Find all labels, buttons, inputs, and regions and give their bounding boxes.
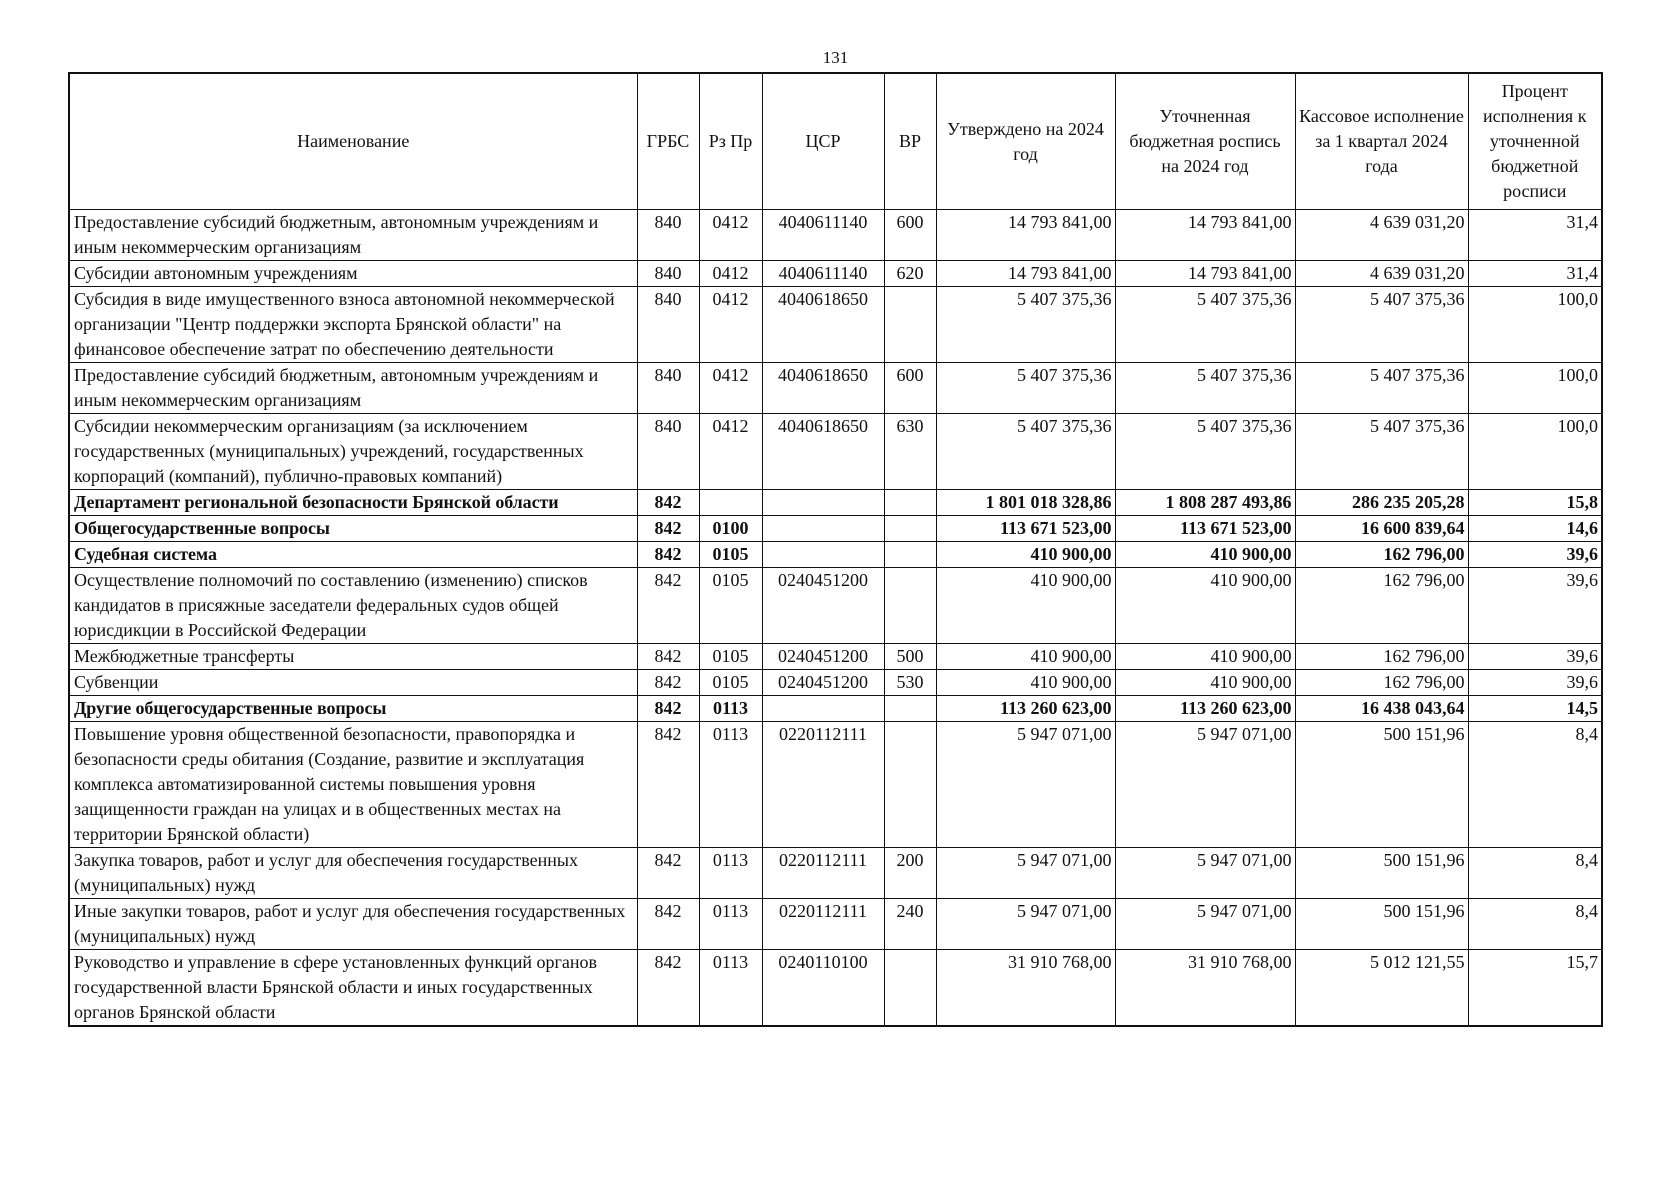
cell-rzpr: 0412 — [699, 287, 762, 363]
cell-csr: 0220112111 — [762, 722, 884, 848]
cell-csr: 0240451200 — [762, 644, 884, 670]
cell-vr — [884, 287, 936, 363]
cell-name: Департамент региональной безопасности Брянской области — [69, 490, 637, 516]
cell-cash: 4 639 031,20 — [1295, 261, 1468, 287]
cell-approved: 113 671 523,00 — [936, 516, 1115, 542]
cell-cash: 162 796,00 — [1295, 568, 1468, 644]
cell-csr: 0240110100 — [762, 950, 884, 1027]
cell-csr: 0220112111 — [762, 899, 884, 950]
cell-csr: 0220112111 — [762, 848, 884, 899]
cell-approved: 5 947 071,00 — [936, 899, 1115, 950]
cell-percent: 39,6 — [1468, 644, 1602, 670]
cell-refined: 14 793 841,00 — [1115, 210, 1295, 261]
cell-cash: 16 438 043,64 — [1295, 696, 1468, 722]
cell-name: Субсидия в виде имущественного взноса автономной некоммерческой организации "Центр поддержки экспорта Брянской области" на финансовое обеспечение затрат по обеспечению деятельности — [69, 287, 637, 363]
cell-vr — [884, 542, 936, 568]
cell-name: Межбюджетные трансферты — [69, 644, 637, 670]
header-csr: ЦСР — [762, 73, 884, 210]
cell-approved: 5 947 071,00 — [936, 722, 1115, 848]
cell-refined: 410 900,00 — [1115, 644, 1295, 670]
cell-percent: 8,4 — [1468, 899, 1602, 950]
cell-cash: 5 012 121,55 — [1295, 950, 1468, 1027]
cell-approved: 14 793 841,00 — [936, 261, 1115, 287]
cell-rzpr: 0105 — [699, 542, 762, 568]
cell-percent: 31,4 — [1468, 261, 1602, 287]
cell-name: Руководство и управление в сфере установленных функций органов государственной власти Брянской области и иных государственных органов Брянской области — [69, 950, 637, 1027]
page-number: 131 — [822, 48, 849, 67]
header-rzpr: Рз Пр — [699, 73, 762, 210]
cell-approved: 1 801 018 328,86 — [936, 490, 1115, 516]
cell-grbs: 840 — [637, 363, 699, 414]
cell-approved: 31 910 768,00 — [936, 950, 1115, 1027]
budget-execution-table — [68, 72, 1603, 1027]
cell-name: Осуществление полномочий по составлению (изменению) списков кандидатов в присяжные заседатели федеральных судов общей юрисдикции в Российской Федерации — [69, 568, 637, 644]
table-row — [69, 568, 1602, 644]
cell-grbs: 842 — [637, 490, 699, 516]
cell-approved: 14 793 841,00 — [936, 210, 1115, 261]
cell-rzpr: 0113 — [699, 899, 762, 950]
table-row — [69, 414, 1602, 490]
cell-vr: 600 — [884, 363, 936, 414]
cell-approved: 5 947 071,00 — [936, 848, 1115, 899]
cell-cash: 162 796,00 — [1295, 644, 1468, 670]
cell-grbs: 842 — [637, 568, 699, 644]
cell-vr: 240 — [884, 899, 936, 950]
cell-rzpr: 0412 — [699, 210, 762, 261]
cell-grbs: 842 — [637, 899, 699, 950]
header-name: Наименование — [69, 73, 637, 210]
cell-csr — [762, 516, 884, 542]
cell-refined: 5 407 375,36 — [1115, 363, 1295, 414]
cell-grbs: 840 — [637, 210, 699, 261]
cell-percent: 15,7 — [1468, 950, 1602, 1027]
cell-name: Субсидии некоммерческим организациям (за исключением государственных (муниципальных) учреждений, государственных корпораций (компаний), публично-правовых компаний) — [69, 414, 637, 490]
cell-cash: 286 235 205,28 — [1295, 490, 1468, 516]
cell-name: Иные закупки товаров, работ и услуг для обеспечения государственных (муниципальных) нужд — [69, 899, 637, 950]
cell-csr: 4040611140 — [762, 261, 884, 287]
cell-csr — [762, 542, 884, 568]
cell-grbs: 842 — [637, 542, 699, 568]
cell-name: Повышение уровня общественной безопасности, правопорядка и безопасности среды обитания (Создание, развитие и эксплуатация комплекса автоматизированной системы повышения уровня защищенности граждан на улицах и в общественных местах на территории Брянской области) — [69, 722, 637, 848]
table-body — [69, 210, 1602, 1027]
cell-vr: 530 — [884, 670, 936, 696]
cell-csr — [762, 490, 884, 516]
table-row — [69, 261, 1602, 287]
cell-approved: 410 900,00 — [936, 644, 1115, 670]
cell-name: Субвенции — [69, 670, 637, 696]
cell-vr: 600 — [884, 210, 936, 261]
header-refined: Уточненная бюджетная роспись на 2024 год — [1115, 73, 1295, 210]
cell-refined: 1 808 287 493,86 — [1115, 490, 1295, 516]
cell-refined: 410 900,00 — [1115, 670, 1295, 696]
cell-cash: 5 407 375,36 — [1295, 287, 1468, 363]
cell-rzpr: 0105 — [699, 670, 762, 696]
table-row — [69, 696, 1602, 722]
table-row — [69, 644, 1602, 670]
cell-refined: 31 910 768,00 — [1115, 950, 1295, 1027]
cell-approved: 113 260 623,00 — [936, 696, 1115, 722]
cell-name: Судебная система — [69, 542, 637, 568]
table-row — [69, 210, 1602, 261]
cell-vr: 630 — [884, 414, 936, 490]
cell-grbs: 842 — [637, 670, 699, 696]
cell-vr — [884, 950, 936, 1027]
cell-vr — [884, 568, 936, 644]
cell-vr: 620 — [884, 261, 936, 287]
cell-rzpr — [699, 490, 762, 516]
cell-name: Субсидии автономным учреждениям — [69, 261, 637, 287]
header-percent: Процент исполнения к уточненной бюджетной росписи — [1468, 73, 1602, 210]
cell-percent: 100,0 — [1468, 287, 1602, 363]
cell-approved: 5 407 375,36 — [936, 414, 1115, 490]
cell-approved: 5 407 375,36 — [936, 363, 1115, 414]
table-row — [69, 722, 1602, 848]
cell-vr — [884, 490, 936, 516]
table-row — [69, 516, 1602, 542]
cell-rzpr: 0105 — [699, 568, 762, 644]
table-row — [69, 490, 1602, 516]
table-header-row — [69, 73, 1602, 210]
cell-cash: 500 151,96 — [1295, 848, 1468, 899]
cell-cash: 5 407 375,36 — [1295, 363, 1468, 414]
cell-approved: 5 407 375,36 — [936, 287, 1115, 363]
cell-grbs: 842 — [637, 516, 699, 542]
cell-cash: 500 151,96 — [1295, 722, 1468, 848]
cell-rzpr: 0412 — [699, 414, 762, 490]
cell-approved: 410 900,00 — [936, 670, 1115, 696]
cell-rzpr: 0100 — [699, 516, 762, 542]
cell-rzpr: 0113 — [699, 696, 762, 722]
cell-percent: 39,6 — [1468, 568, 1602, 644]
table-row — [69, 670, 1602, 696]
cell-refined: 5 947 071,00 — [1115, 722, 1295, 848]
cell-refined: 5 407 375,36 — [1115, 414, 1295, 490]
table-row — [69, 950, 1602, 1027]
cell-csr: 0240451200 — [762, 568, 884, 644]
table-row — [69, 542, 1602, 568]
cell-grbs: 842 — [637, 644, 699, 670]
cell-refined: 113 260 623,00 — [1115, 696, 1295, 722]
cell-grbs: 840 — [637, 414, 699, 490]
cell-refined: 113 671 523,00 — [1115, 516, 1295, 542]
cell-percent: 100,0 — [1468, 414, 1602, 490]
cell-cash: 4 639 031,20 — [1295, 210, 1468, 261]
cell-cash: 162 796,00 — [1295, 670, 1468, 696]
cell-csr: 4040611140 — [762, 210, 884, 261]
cell-refined: 410 900,00 — [1115, 542, 1295, 568]
cell-refined: 5 947 071,00 — [1115, 848, 1295, 899]
cell-name: Предоставление субсидий бюджетным, автономным учреждениям и иным некоммерческим организациям — [69, 363, 637, 414]
table-row — [69, 848, 1602, 899]
cell-rzpr: 0105 — [699, 644, 762, 670]
header-grbs: ГРБС — [637, 73, 699, 210]
cell-vr — [884, 696, 936, 722]
cell-cash: 16 600 839,64 — [1295, 516, 1468, 542]
cell-percent: 100,0 — [1468, 363, 1602, 414]
cell-rzpr: 0412 — [699, 261, 762, 287]
cell-vr: 500 — [884, 644, 936, 670]
cell-grbs: 842 — [637, 722, 699, 848]
cell-rzpr: 0113 — [699, 950, 762, 1027]
cell-grbs: 842 — [637, 848, 699, 899]
cell-grbs: 840 — [637, 261, 699, 287]
cell-vr — [884, 722, 936, 848]
cell-csr: 4040618650 — [762, 287, 884, 363]
cell-csr: 4040618650 — [762, 363, 884, 414]
table-row — [69, 363, 1602, 414]
cell-percent: 14,5 — [1468, 696, 1602, 722]
cell-percent: 31,4 — [1468, 210, 1602, 261]
cell-name: Предоставление субсидий бюджетным, автономным учреждениям и иным некоммерческим организациям — [69, 210, 637, 261]
cell-refined: 5 947 071,00 — [1115, 899, 1295, 950]
cell-refined: 410 900,00 — [1115, 568, 1295, 644]
cell-name: Закупка товаров, работ и услуг для обеспечения государственных (муниципальных) нужд — [69, 848, 637, 899]
cell-percent: 8,4 — [1468, 848, 1602, 899]
header-vr: ВР — [884, 73, 936, 210]
table-row — [69, 287, 1602, 363]
cell-csr: 4040618650 — [762, 414, 884, 490]
cell-percent: 14,6 — [1468, 516, 1602, 542]
cell-percent: 8,4 — [1468, 722, 1602, 848]
cell-cash: 5 407 375,36 — [1295, 414, 1468, 490]
cell-approved: 410 900,00 — [936, 568, 1115, 644]
cell-rzpr: 0113 — [699, 848, 762, 899]
cell-name: Общегосударственные вопросы — [69, 516, 637, 542]
cell-csr — [762, 696, 884, 722]
cell-vr: 200 — [884, 848, 936, 899]
table-row — [69, 899, 1602, 950]
cell-percent: 15,8 — [1468, 490, 1602, 516]
cell-rzpr: 0412 — [699, 363, 762, 414]
cell-grbs: 842 — [637, 950, 699, 1027]
cell-percent: 39,6 — [1468, 542, 1602, 568]
cell-cash: 500 151,96 — [1295, 899, 1468, 950]
cell-refined: 14 793 841,00 — [1115, 261, 1295, 287]
header-approved: Утверждено на 2024 год — [936, 73, 1115, 210]
cell-rzpr: 0113 — [699, 722, 762, 848]
cell-name: Другие общегосударственные вопросы — [69, 696, 637, 722]
cell-grbs: 840 — [637, 287, 699, 363]
cell-cash: 162 796,00 — [1295, 542, 1468, 568]
header-cash: Кассовое исполнение за 1 квартал 2024 года — [1295, 73, 1468, 210]
cell-percent: 39,6 — [1468, 670, 1602, 696]
cell-grbs: 842 — [637, 696, 699, 722]
cell-refined: 5 407 375,36 — [1115, 287, 1295, 363]
cell-csr: 0240451200 — [762, 670, 884, 696]
cell-vr — [884, 516, 936, 542]
cell-approved: 410 900,00 — [936, 542, 1115, 568]
